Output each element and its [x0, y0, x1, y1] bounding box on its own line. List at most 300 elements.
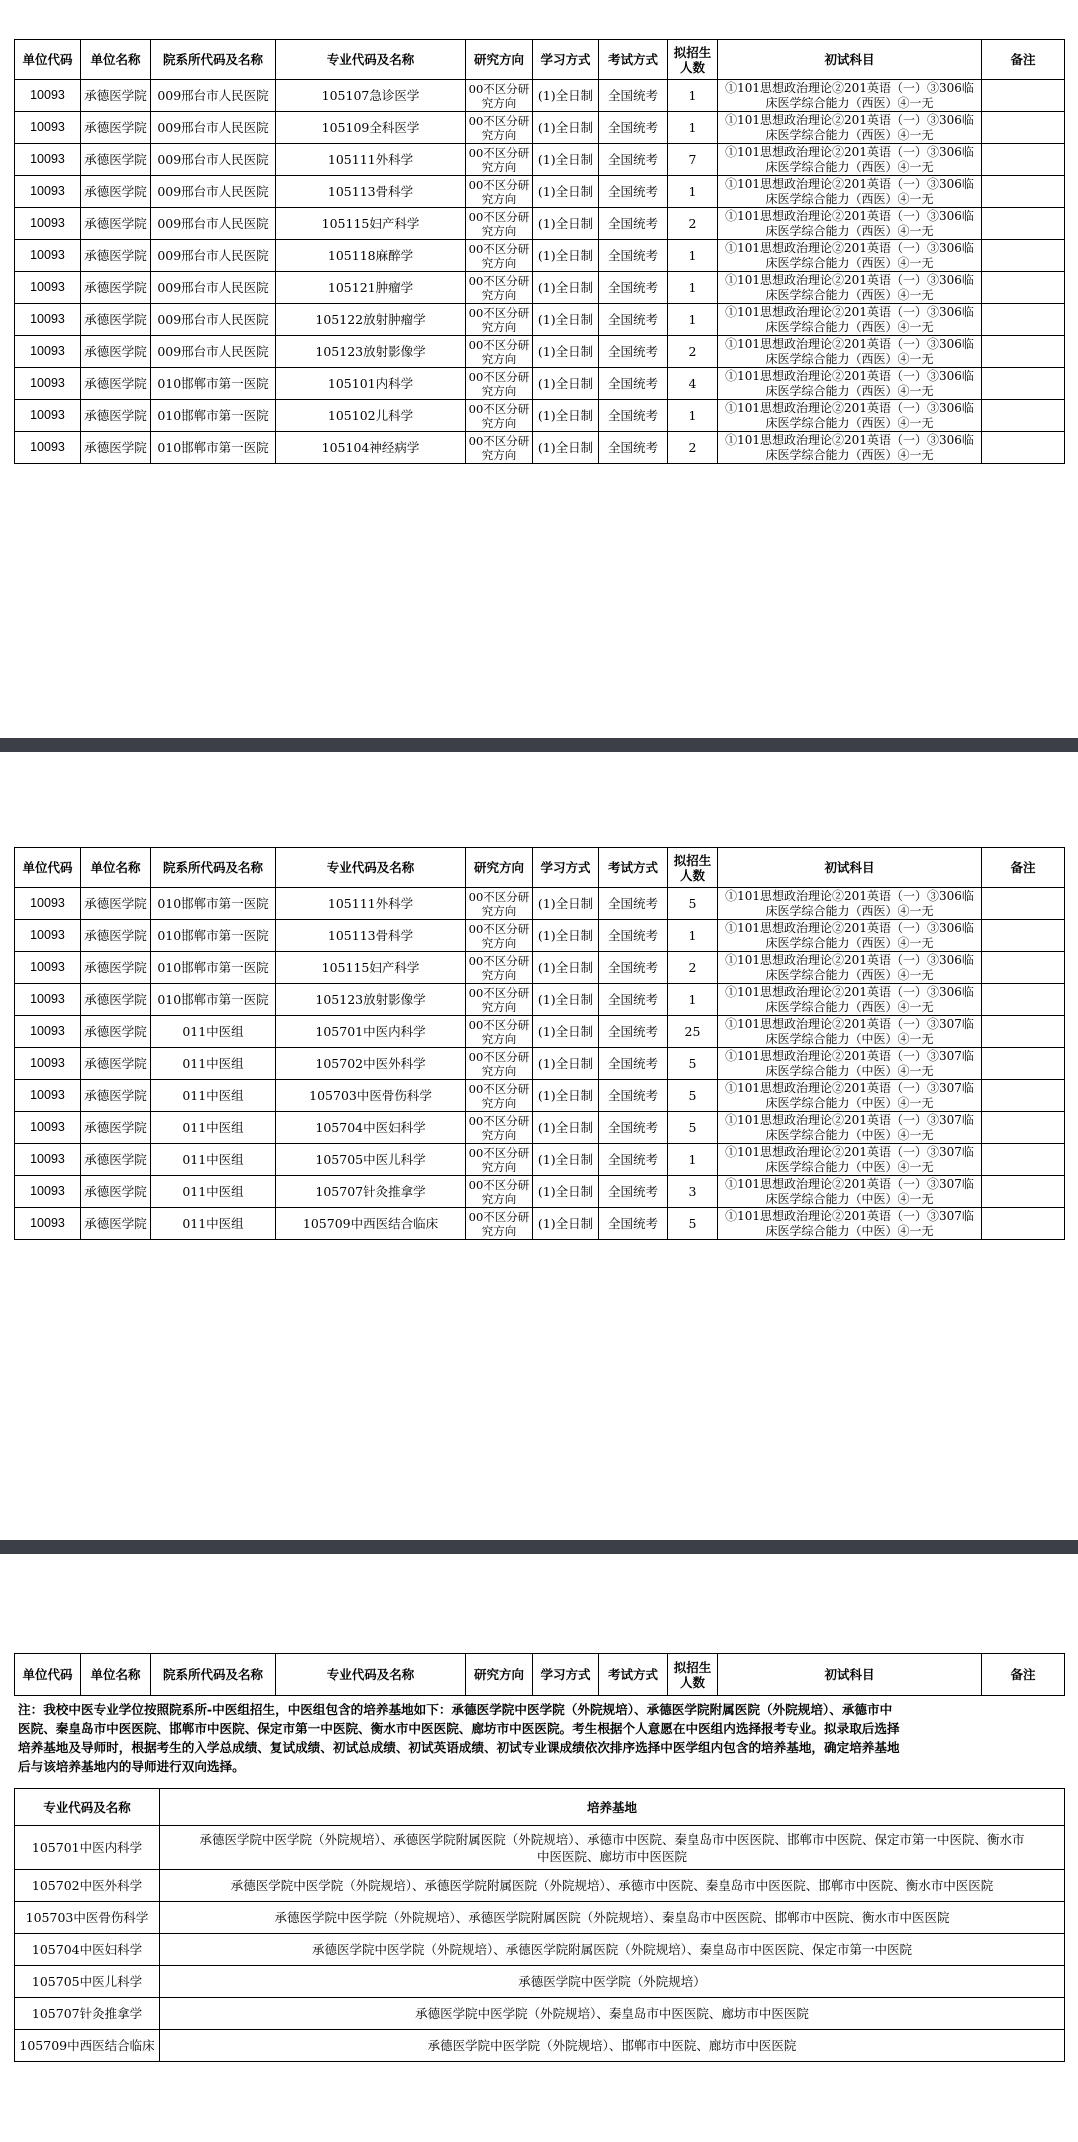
cell-major: 105122放射肿瘤学: [276, 304, 466, 336]
cell-major: 105702中医外科学: [276, 1048, 466, 1080]
cell-study-mode: (1)全日制: [533, 1016, 599, 1048]
header-quota-line2: 人数: [679, 1674, 705, 1690]
header-quota-line1: 拟招生: [673, 44, 712, 60]
bases-cell-base: [160, 2030, 1065, 2062]
subjects-line: ①101思想政治理论②201英语（一）③306临: [725, 272, 974, 287]
cell-quota: 2: [668, 432, 718, 464]
table-row: [15, 176, 1065, 208]
cell-remark: [982, 1048, 1065, 1080]
cell-subjects: [718, 920, 982, 952]
cell-exam-mode: 全国统考: [599, 1144, 668, 1176]
direction-line: 00不区分研: [468, 1081, 530, 1096]
bases-row: [15, 1826, 1065, 1870]
bases-cell-major: 105704中医妇科学: [15, 1934, 160, 1966]
header-quota-line1: 拟招生: [673, 1659, 712, 1675]
cell-study-mode: (1)全日制: [533, 240, 599, 272]
direction-line: 究方向: [481, 95, 517, 110]
direction-line: 究方向: [481, 1127, 517, 1142]
cell-dept: 011中医组: [151, 1112, 276, 1144]
direction-line: 00不区分研: [468, 401, 530, 416]
header-unit-code: 单位代码: [15, 1654, 81, 1696]
direction-line: 00不区分研: [468, 209, 530, 224]
subjects-line: ①101思想政治理论②201英语（一）③307临: [725, 1144, 974, 1159]
cell-remark: [982, 984, 1065, 1016]
direction-line: 究方向: [481, 1063, 517, 1078]
cell-remark: [982, 920, 1065, 952]
bases-cell-major: 105707针灸推拿学: [15, 1998, 160, 2030]
cell-major: 105107急诊医学: [276, 80, 466, 112]
cell-unit-code: 10093: [15, 144, 81, 176]
header-unit-name: 单位名称: [81, 40, 151, 80]
cell-unit-name: 承德医学院: [81, 144, 151, 176]
cell-direction: [466, 400, 533, 432]
cell-unit-name: 承德医学院: [81, 952, 151, 984]
cell-quota: 1: [668, 920, 718, 952]
cell-direction: [466, 920, 533, 952]
header-exam-mode: 考试方式: [599, 848, 668, 888]
cell-remark: [982, 208, 1065, 240]
cell-subjects: [718, 1016, 982, 1048]
cell-major: 105701中医内科学: [276, 1016, 466, 1048]
subjects-line: ①101思想政治理论②201英语（一）③306临: [725, 952, 974, 967]
cell-study-mode: (1)全日制: [533, 1048, 599, 1080]
cell-dept: 011中医组: [151, 1144, 276, 1176]
cell-major: 105123放射影像学: [276, 984, 466, 1016]
cell-direction: [466, 112, 533, 144]
cell-exam-mode: 全国统考: [599, 240, 668, 272]
direction-line: 究方向: [481, 255, 517, 270]
cell-direction: [466, 984, 533, 1016]
cell-direction: [466, 1208, 533, 1240]
cell-exam-mode: 全国统考: [599, 1208, 668, 1240]
cell-study-mode: (1)全日制: [533, 888, 599, 920]
direction-line: 00不区分研: [468, 1177, 530, 1192]
cell-subjects: [718, 144, 982, 176]
cell-dept: 009邢台市人民医院: [151, 176, 276, 208]
base-line: 承德医学院中医学院（外院规培）、承德医学院附属医院（外院规培）、秦皇岛市中医医院、保定市第一中医院: [311, 1942, 912, 1957]
cell-unit-name: 承德医学院: [81, 984, 151, 1016]
header-subjects: 初试科目: [718, 1654, 982, 1696]
cell-unit-name: 承德医学院: [81, 400, 151, 432]
subjects-line: 床医学综合能力（中医）④一无: [765, 1063, 934, 1078]
table-row: [15, 1048, 1065, 1080]
cell-quota: 1: [668, 400, 718, 432]
cell-subjects: [718, 80, 982, 112]
subjects-line: ①101思想政治理论②201英语（一）③306临: [725, 984, 974, 999]
enrollment-table-2: [14, 847, 1065, 1240]
cell-subjects: [718, 888, 982, 920]
subjects-line: 床医学综合能力（西医）④一无: [765, 903, 934, 918]
cell-remark: [982, 368, 1065, 400]
direction-line: 00不区分研: [468, 369, 530, 384]
cell-subjects: [718, 112, 982, 144]
direction-line: 00不区分研: [468, 921, 530, 936]
header-unit-name: 单位名称: [81, 1654, 151, 1696]
subjects-line: 床医学综合能力（中医）④一无: [765, 1191, 934, 1206]
bases-row: [15, 1870, 1065, 1902]
cell-direction: [466, 240, 533, 272]
cell-unit-name: 承德医学院: [81, 1144, 151, 1176]
subjects-line: ①101思想政治理论②201英语（一）③306临: [725, 368, 974, 383]
table-row: [15, 240, 1065, 272]
header-subjects: 初试科目: [718, 40, 982, 80]
table-row: [15, 1144, 1065, 1176]
cell-unit-code: 10093: [15, 272, 81, 304]
cell-unit-name: 承德医学院: [81, 176, 151, 208]
cell-unit-name: 承德医学院: [81, 112, 151, 144]
table-row: [15, 80, 1065, 112]
cell-major: 105113骨科学: [276, 920, 466, 952]
direction-line: 究方向: [481, 1223, 517, 1238]
header-dept: 院系所代码及名称: [151, 1654, 276, 1696]
cell-dept: 010邯郸市第一医院: [151, 400, 276, 432]
cell-quota: 4: [668, 368, 718, 400]
cell-unit-code: 10093: [15, 1048, 81, 1080]
header-unit-code: 单位代码: [15, 40, 81, 80]
cell-exam-mode: 全国统考: [599, 144, 668, 176]
cell-unit-code: 10093: [15, 984, 81, 1016]
direction-line: 00不区分研: [468, 177, 530, 192]
cell-exam-mode: 全国统考: [599, 304, 668, 336]
cell-unit-name: 承德医学院: [81, 272, 151, 304]
cell-unit-code: 10093: [15, 400, 81, 432]
cell-direction: [466, 208, 533, 240]
direction-line: 究方向: [481, 1031, 517, 1046]
cell-direction: [466, 952, 533, 984]
header-direction: 研究方向: [466, 848, 533, 888]
cell-direction: [466, 336, 533, 368]
cell-quota: 5: [668, 1080, 718, 1112]
cell-unit-code: 10093: [15, 240, 81, 272]
cell-subjects: [718, 208, 982, 240]
cell-unit-code: 10093: [15, 208, 81, 240]
cell-quota: 1: [668, 80, 718, 112]
bases-header-row: [15, 1789, 1065, 1826]
subjects-line: 床医学综合能力（西医）④一无: [765, 127, 934, 142]
cell-direction: [466, 1112, 533, 1144]
cell-dept: 010邯郸市第一医院: [151, 432, 276, 464]
subjects-line: ①101思想政治理论②201英语（一）③306临: [725, 208, 974, 223]
cell-exam-mode: 全国统考: [599, 888, 668, 920]
header-study-mode: 学习方式: [533, 1654, 599, 1696]
direction-line: 00不区分研: [468, 985, 530, 1000]
cell-direction: [466, 888, 533, 920]
subjects-line: ①101思想政治理论②201英语（一）③306临: [725, 144, 974, 159]
cell-remark: [982, 1208, 1065, 1240]
cell-dept: 009邢台市人民医院: [151, 304, 276, 336]
cell-exam-mode: 全国统考: [599, 1112, 668, 1144]
cell-major: 105102儿科学: [276, 400, 466, 432]
cell-direction: [466, 432, 533, 464]
direction-line: 究方向: [481, 415, 517, 430]
header-dept: 院系所代码及名称: [151, 848, 276, 888]
cell-remark: [982, 272, 1065, 304]
table-header-row: [15, 1654, 1065, 1696]
cell-study-mode: (1)全日制: [533, 1112, 599, 1144]
cell-major: 105101内科学: [276, 368, 466, 400]
cell-remark: [982, 336, 1065, 368]
cell-remark: [982, 144, 1065, 176]
page-3: [0, 1554, 1078, 2142]
cell-unit-name: 承德医学院: [81, 920, 151, 952]
subjects-line: 床医学综合能力（西医）④一无: [765, 159, 934, 174]
cell-major: 105121肿瘤学: [276, 272, 466, 304]
subjects-line: ①101思想政治理论②201英语（一）③306临: [725, 112, 974, 127]
cell-dept: 011中医组: [151, 1016, 276, 1048]
header-quota: [668, 848, 718, 888]
cell-unit-code: 10093: [15, 176, 81, 208]
base-line: 承德医学院中医学院（外院规培）、承德医学院附属医院（外院规培）、承德市中医院、秦皇岛市中医医院、邯郸市中医院、保定市第一中医院、衡水市: [199, 1831, 1025, 1847]
bases-cell-major: 105702中医外科学: [15, 1870, 160, 1902]
cell-remark: [982, 952, 1065, 984]
note-line: 后与该培养基地内的导师进行双向选择。: [18, 1759, 245, 1774]
note-line: 医院、秦皇岛市中医医院、邯郸市中医院、保定市第一中医院、衡水市中医医院、廊坊市中医医院。考生根据个人意愿在中医组内选择报考专业。拟录取后选择: [18, 1721, 900, 1736]
note-line: 注：我校中医专业学位按照院系所-中医组招生，中医组包含的培养基地如下：承德医学院中医学院（外院规培）、承德医学院附属医院（外院规培）、承德市中: [18, 1702, 893, 1717]
cell-study-mode: (1)全日制: [533, 176, 599, 208]
cell-unit-code: 10093: [15, 1208, 81, 1240]
base-line: 承德医学院中医学院（外院规培）、秦皇岛市中医医院、廊坊市中医医院: [415, 2006, 809, 2021]
cell-exam-mode: 全国统考: [599, 1016, 668, 1048]
cell-unit-name: 承德医学院: [81, 1080, 151, 1112]
cell-major: 105104神经病学: [276, 432, 466, 464]
cell-unit-name: 承德医学院: [81, 80, 151, 112]
cell-major: 105123放射影像学: [276, 336, 466, 368]
cell-dept: 011中医组: [151, 1048, 276, 1080]
bases-row: [15, 1934, 1065, 1966]
cell-quota: 7: [668, 144, 718, 176]
cell-direction: [466, 1016, 533, 1048]
direction-line: 00不区分研: [468, 1113, 530, 1128]
cell-major: 105709中西医结合临床: [276, 1208, 466, 1240]
cell-exam-mode: 全国统考: [599, 1176, 668, 1208]
cell-unit-code: 10093: [15, 432, 81, 464]
direction-line: 00不区分研: [468, 889, 530, 904]
header-dept: 院系所代码及名称: [151, 40, 276, 80]
cell-quota: 1: [668, 240, 718, 272]
cell-remark: [982, 80, 1065, 112]
cell-direction: [466, 1176, 533, 1208]
cell-major: 105115妇产科学: [276, 208, 466, 240]
cell-study-mode: (1)全日制: [533, 336, 599, 368]
table-row: [15, 888, 1065, 920]
cell-quota: 1: [668, 304, 718, 336]
cell-unit-name: 承德医学院: [81, 1208, 151, 1240]
note-line: 培养基地及导师时，根据考生的入学总成绩、复试成绩、初试总成绩、初试英语成绩、初试专业课成绩依次排序选择中医学组内包含的培养基地，确定培养基地: [18, 1740, 900, 1755]
cell-subjects: [718, 400, 982, 432]
cell-dept: 010邯郸市第一医院: [151, 984, 276, 1016]
cell-subjects: [718, 1080, 982, 1112]
cell-exam-mode: 全国统考: [599, 368, 668, 400]
bases-cell-major: 105701中医内科学: [15, 1826, 160, 1870]
subjects-line: 床医学综合能力（西医）④一无: [765, 223, 934, 238]
cell-dept: 010邯郸市第一医院: [151, 920, 276, 952]
cell-direction: [466, 1080, 533, 1112]
cell-study-mode: (1)全日制: [533, 144, 599, 176]
cell-unit-code: 10093: [15, 336, 81, 368]
cell-study-mode: (1)全日制: [533, 952, 599, 984]
cell-subjects: [718, 952, 982, 984]
table-body: [15, 888, 1065, 1240]
cell-study-mode: (1)全日制: [533, 304, 599, 336]
bases-row: [15, 1998, 1065, 2030]
cell-unit-name: 承德医学院: [81, 208, 151, 240]
page-2: [0, 752, 1078, 1540]
cell-exam-mode: 全国统考: [599, 984, 668, 1016]
cell-dept: 009邢台市人民医院: [151, 336, 276, 368]
cell-remark: [982, 112, 1065, 144]
direction-line: 究方向: [481, 999, 517, 1014]
cell-quota: 1: [668, 984, 718, 1016]
cell-unit-name: 承德医学院: [81, 304, 151, 336]
cell-study-mode: (1)全日制: [533, 208, 599, 240]
direction-line: 究方向: [481, 351, 517, 366]
bases-cell-base: [160, 1966, 1065, 1998]
subjects-line: 床医学综合能力（西医）④一无: [765, 415, 934, 430]
direction-line: 00不区分研: [468, 81, 530, 96]
cell-study-mode: (1)全日制: [533, 368, 599, 400]
subjects-line: ①101思想政治理论②201英语（一）③306临: [725, 888, 974, 903]
bases-cell-base: [160, 1998, 1065, 2030]
cell-direction: [466, 368, 533, 400]
cell-dept: 010邯郸市第一医院: [151, 888, 276, 920]
direction-line: 00不区分研: [468, 1017, 530, 1032]
direction-line: 究方向: [481, 159, 517, 174]
cell-study-mode: (1)全日制: [533, 1176, 599, 1208]
direction-line: 00不区分研: [468, 1209, 530, 1224]
header-exam-mode: 考试方式: [599, 1654, 668, 1696]
cell-remark: [982, 176, 1065, 208]
header-study-mode: 学习方式: [533, 40, 599, 80]
cell-major: 105703中医骨伤科学: [276, 1080, 466, 1112]
cell-direction: [466, 1144, 533, 1176]
subjects-line: ①101思想政治理论②201英语（一）③306临: [725, 176, 974, 191]
bases-cell-base: [160, 1826, 1065, 1870]
subjects-line: ①101思想政治理论②201英语（一）③306临: [725, 304, 974, 319]
cell-quota: 1: [668, 1144, 718, 1176]
cell-remark: [982, 1080, 1065, 1112]
cell-major: 105113骨科学: [276, 176, 466, 208]
cell-dept: 009邢台市人民医院: [151, 240, 276, 272]
header-remark: 备注: [982, 848, 1065, 888]
subjects-line: ①101思想政治理论②201英语（一）③306临: [725, 336, 974, 351]
cell-exam-mode: 全国统考: [599, 336, 668, 368]
direction-line: 究方向: [481, 1095, 517, 1110]
table-row: [15, 984, 1065, 1016]
subjects-line: 床医学综合能力（中医）④一无: [765, 1031, 934, 1046]
bases-row: [15, 2030, 1065, 2062]
cell-subjects: [718, 240, 982, 272]
cell-dept: 009邢台市人民医院: [151, 144, 276, 176]
cell-quota: 5: [668, 1048, 718, 1080]
subjects-line: ①101思想政治理论②201英语（一）③307临: [725, 1016, 974, 1031]
page-separator: [0, 1540, 1078, 1554]
direction-line: 00不区分研: [468, 433, 530, 448]
cell-study-mode: (1)全日制: [533, 1080, 599, 1112]
bases-cell-base: [160, 1902, 1065, 1934]
bases-cell-major: 105709中西医结合临床: [15, 2030, 160, 2062]
table-row: [15, 112, 1065, 144]
cell-subjects: [718, 432, 982, 464]
cell-major: 105111外科学: [276, 888, 466, 920]
cell-study-mode: (1)全日制: [533, 1208, 599, 1240]
cell-dept: 009邢台市人民医院: [151, 208, 276, 240]
subjects-line: ①101思想政治理论②201英语（一）③306临: [725, 432, 974, 447]
table-row: [15, 432, 1065, 464]
header-direction: 研究方向: [466, 1654, 533, 1696]
cell-remark: [982, 304, 1065, 336]
bases-cell-base: [160, 1934, 1065, 1966]
cell-unit-name: 承德医学院: [81, 432, 151, 464]
cell-unit-name: 承德医学院: [81, 1176, 151, 1208]
header-quota-line1: 拟招生: [673, 852, 712, 868]
cell-study-mode: (1)全日制: [533, 80, 599, 112]
subjects-line: 床医学综合能力（中医）④一无: [765, 1095, 934, 1110]
bases-row: [15, 1966, 1065, 1998]
cell-exam-mode: 全国统考: [599, 432, 668, 464]
direction-line: 究方向: [481, 319, 517, 334]
cell-subjects: [718, 1112, 982, 1144]
table-row: [15, 952, 1065, 984]
direction-line: 00不区分研: [468, 241, 530, 256]
header-major: 专业代码及名称: [276, 1654, 466, 1696]
subjects-line: ①101思想政治理论②201英语（一）③307临: [725, 1048, 974, 1063]
cell-unit-name: 承德医学院: [81, 1016, 151, 1048]
table-row: [15, 368, 1065, 400]
direction-line: 究方向: [481, 383, 517, 398]
table-row: [15, 272, 1065, 304]
base-line: 承德医学院中医学院（外院规培）: [518, 1974, 706, 1989]
header-quota-line2: 人数: [679, 867, 705, 883]
cell-unit-name: 承德医学院: [81, 1048, 151, 1080]
cell-dept: 009邢台市人民医院: [151, 80, 276, 112]
direction-line: 究方向: [481, 191, 517, 206]
direction-line: 究方向: [481, 935, 517, 950]
direction-line: 究方向: [481, 903, 517, 918]
subjects-line: 床医学综合能力（西医）④一无: [765, 255, 934, 270]
cell-unit-code: 10093: [15, 1176, 81, 1208]
subjects-line: 床医学综合能力（西医）④一无: [765, 447, 934, 462]
cell-major: 105704中医妇科学: [276, 1112, 466, 1144]
base-line: 承德医学院中医学院（外院规培）、承德医学院附属医院（外院规培）、承德市中医院、秦皇岛市中医医院、邯郸市中医院、衡水市中医医院: [230, 1878, 994, 1893]
header-quota-line2: 人数: [679, 59, 705, 75]
subjects-line: 床医学综合能力（中医）④一无: [765, 1159, 934, 1174]
direction-line: 00不区分研: [468, 1145, 530, 1160]
table-row: [15, 304, 1065, 336]
cell-remark: [982, 432, 1065, 464]
direction-line: 究方向: [481, 223, 517, 238]
subjects-line: 床医学综合能力（西医）④一无: [765, 999, 934, 1014]
subjects-line: 床医学综合能力（西医）④一无: [765, 95, 934, 110]
subjects-line: 床医学综合能力（西医）④一无: [765, 319, 934, 334]
cell-study-mode: (1)全日制: [533, 920, 599, 952]
cell-unit-code: 10093: [15, 304, 81, 336]
subjects-line: 床医学综合能力（西医）④一无: [765, 287, 934, 302]
cell-exam-mode: 全国统考: [599, 80, 668, 112]
direction-line: 究方向: [481, 1191, 517, 1206]
cell-dept: 009邢台市人民医院: [151, 112, 276, 144]
cell-unit-name: 承德医学院: [81, 240, 151, 272]
table-header-row: [15, 40, 1065, 80]
table-row: [15, 208, 1065, 240]
cell-quota: 5: [668, 1208, 718, 1240]
cell-subjects: [718, 1144, 982, 1176]
cell-subjects: [718, 1208, 982, 1240]
header-direction: 研究方向: [466, 40, 533, 80]
cell-exam-mode: 全国统考: [599, 1048, 668, 1080]
cell-study-mode: (1)全日制: [533, 400, 599, 432]
cell-dept: 010邯郸市第一医院: [151, 368, 276, 400]
cell-quota: 1: [668, 176, 718, 208]
